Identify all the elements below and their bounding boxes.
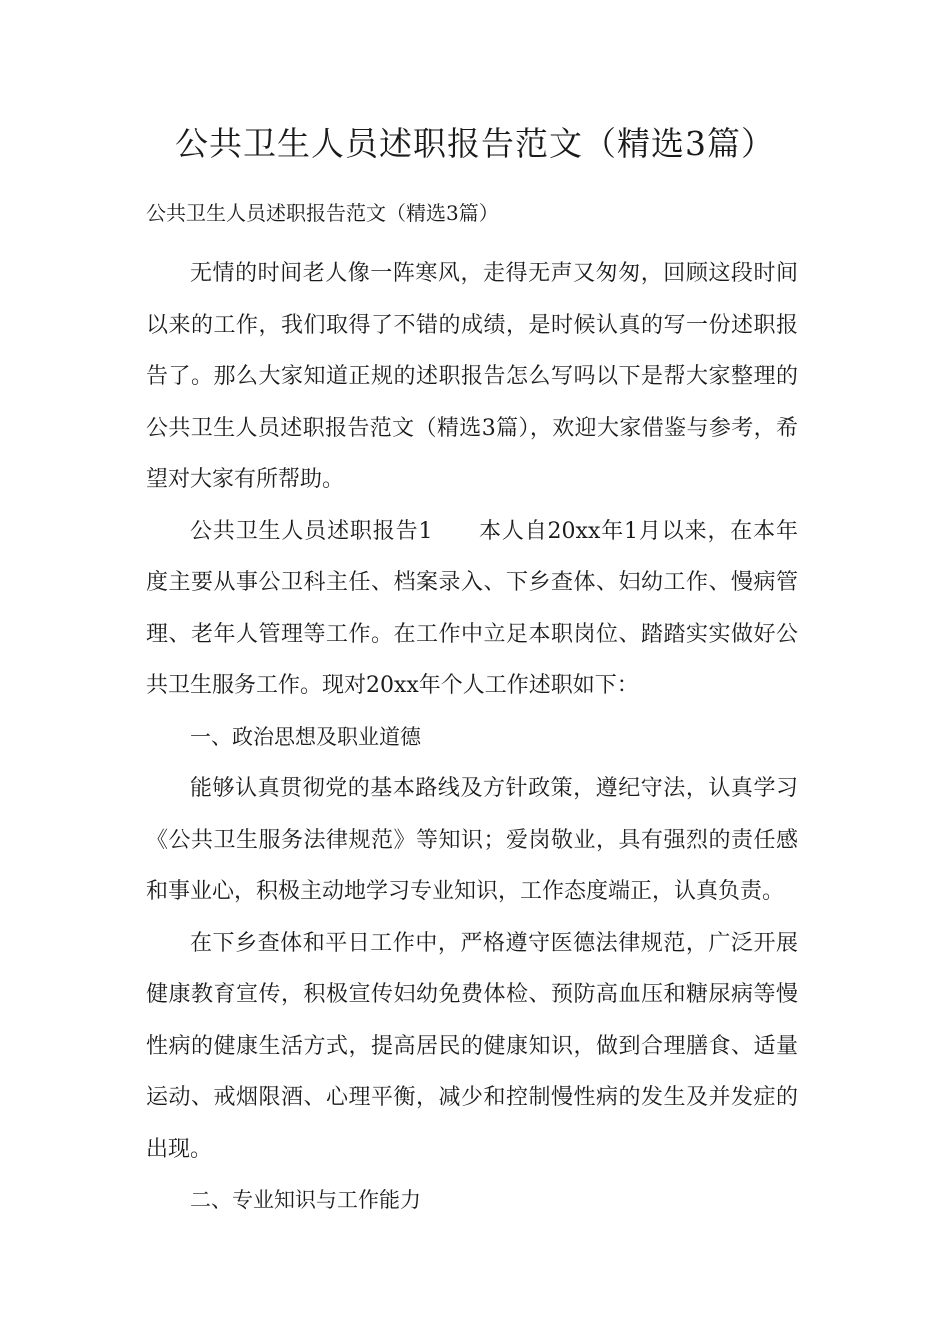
section-heading-politics: 一、政治思想及职业道德 [190,724,421,749]
intro-paragraph: 无情的时间老人像一阵寒风，走得无声又匆匆，回顾这段时间以来的工作，我们取得了不错的成绩，是时候认真的写一份述职报告了。那么大家知道正规的述职报告怎么写吗以下是帮大家整理的公共卫生人员述职报告范文（精选3篇），欢迎大家借鉴与参考，希望对大家有所帮助。 [146,261,798,492]
section-heading-expertise: 二、专业知识与工作能力 [190,1188,421,1212]
report-1-paragraph: 公共卫生人员述职报告1 本人自20xx年1月以来，在本年度主要从事公卫科主任、档案录入、下乡查体、妇幼工作、慢病管理、老年人管理等工作。在工作中立足本职岗位、踏踏实实做好公共卫生服务工作。现对20xx年个人工作述职如下： [146,518,798,698]
document-title: 公共卫生人员述职报告范文（精选3篇） [175,124,775,163]
document-body [146,196,798,1227]
politics-paragraph: 能够认真贯彻党的基本路线及方针政策，遵纪守法，认真学习《公共卫生服务法律规范》等知识；爱岗敬业，具有强烈的责任感和事业心，积极主动地学习专业知识，工作态度端正，认真负责。 [146,776,798,904]
document-subtitle: 公共卫生人员述职报告范文（精选3篇） [146,201,499,225]
ethics-paragraph: 在下乡查体和平日工作中，严格遵守医德法律规范，广泛开展健康教育宣传，积极宣传妇幼免费体检、预防高血压和糖尿病等慢性病的健康生活方式，提高居民的健康知识，做到合理膳食、适量运动、戒烟限酒、心理平衡，减少和控制慢性病的发生及并发症的出现。 [146,930,798,1162]
